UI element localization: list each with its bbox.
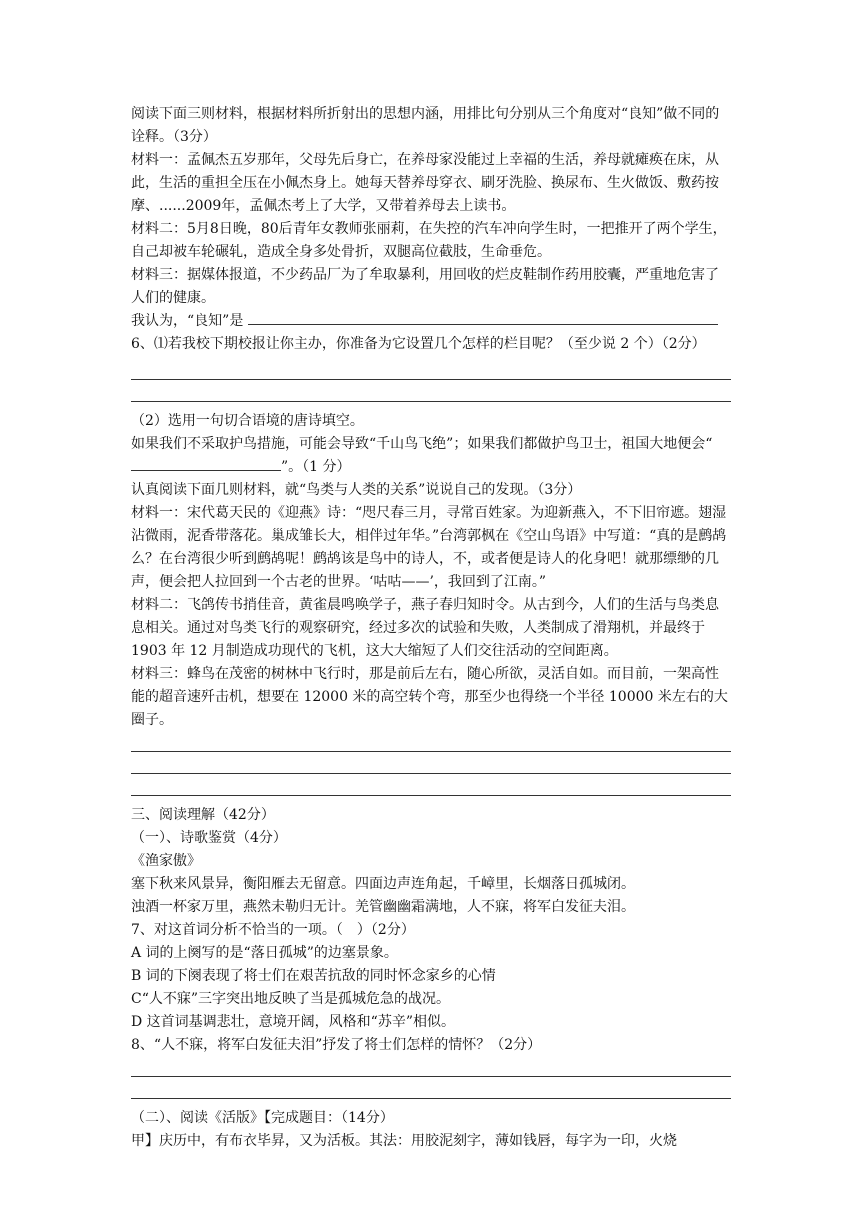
- q6-material-3: 材料三：蜂鸟在茂密的树林中飞行时，那是前后左右，随心所欲，灵活自如。而目前，一架高性能的超音速歼击机，想要在 12000 米的高空转个弯，那至少也得绕一个半径 10000 米左右的大圈子。: [131, 666, 728, 728]
- q6-material-2: 材料二：飞鸽传书捎佳音，黄雀晨鸣唤学子，燕子春归知时令。从古到今，人们的生活与鸟类息息相关。通过对鸟类飞行的观察研究，经过多次的试验和失败，人类制成了滑翔机，并最终于 1903 年 12 月制造成功现代的飞机，这大大缩短了人们交往活动的空间距离。: [131, 597, 719, 659]
- q5-answer-blank[interactable]: [248, 324, 718, 325]
- q6-part2-text: [131, 433, 731, 479]
- poem-line-2: 浊酒一杯家万里，燕然未勒归无计。羌管幽幽霜满地，人不寐，将军白发征夫泪。: [131, 899, 635, 915]
- poem-title: 《渔家傲》: [131, 853, 201, 869]
- q6-part3-intro: 认真阅读下面几则材料，就“鸟类与人类的关系”说说自己的发现。（3分）: [131, 482, 582, 498]
- section-3-title: 三、阅读理解（42分）: [131, 807, 275, 823]
- q6-part1: 6、⑴若我校下期校报让你主办，你准备为它设置几个怎样的栏目呢？（至少说 2 个）（2分）: [131, 336, 706, 352]
- q7-option-d: D 这首词基调悲壮，意境开阔，风格和“苏辛”相似。: [131, 1014, 455, 1030]
- section-3-sub1: （一）、诗歌鉴赏（4分）: [131, 830, 287, 846]
- q6-part2-blank[interactable]: [131, 470, 281, 471]
- passage-jia: 甲】庆历中，有布衣毕昇，又为活板。其法：用胶泥刻字，薄如钱唇，每字为一印，火烧: [131, 1133, 677, 1149]
- q5-answer-line: [131, 310, 731, 333]
- q6-part2-title: （2）选用一句切合语境的唐诗填空。: [131, 413, 364, 429]
- q6-material-1: 材料一：宋代葛天民的《迎燕》诗：“咫尺春三月，寻常百姓家。为迎新燕入，不下旧帘遮。翅湿沾微雨，泥香带落花。巢成雏长大，相伴过年华。”台湾郭枫在《空山鸟语》中写道：“真的是鹧鸪么？在台湾很少听到鹧鸪呢！鹧鸪该是鸟中的诗人，不，或者便是诗人的化身吧！就那缥缈的几声，便会把人拉回到一个古老的世界。‘咕咕——’，我回到了江南。”: [131, 505, 727, 590]
- exam-page: [131, 103, 731, 1153]
- q8-stem: 8、“人不寐，将军白发征夫泪”抒发了将士们怎样的情怀？（2分）: [131, 1037, 542, 1053]
- q5-material-3: 材料三：据媒体报道，不少药品厂为了牟取暴利，用回收的烂皮鞋制作药用胶囊，严重地危害了人们的健康。: [131, 267, 719, 306]
- section-3-sub2: （二）、阅读《活版》【完成题目：（14分）: [131, 1110, 394, 1126]
- q5-intro: 阅读下面三则材料，根据材料所折射出的思想内涵，用排比句分别从三个角度对“良知”做不同的诠释。（3分）: [131, 106, 720, 145]
- poem-line-1: 塞下秋来风景异，衡阳雁去无留意。四面边声连角起，千嶂里，长烟落日孤城闭。: [131, 876, 635, 892]
- q6-part2-text-a: 如果我们不采取护鸟措施，可能会导致“千山鸟飞绝”；如果我们都做护鸟卫士，祖国大地便会“: [131, 436, 713, 452]
- q7-option-b: B 词的下阕表现了将士们在艰苦抗敌的同时怀念家乡的心情: [131, 968, 496, 984]
- q7-stem: 7、对这首词分析不恰当的一项。（ ）（2分）: [131, 922, 415, 938]
- q7-option-c: C“人不寐”三字突出地反映了当是孤城危急的战况。: [131, 991, 451, 1007]
- q5-material-2: 材料二：5月8日晚，80后青年女教师张丽莉，在失控的汽车冲向学生时，一把推开了两个学生，自己却被车轮碾轧，造成全身多处骨折，双腿高位截肢，生命垂危。: [131, 221, 727, 260]
- q7-option-a: A 词的上阕写的是“落日孤城”的边塞景象。: [131, 945, 398, 961]
- q6-part2-text-b: ”。（1 分）: [281, 459, 351, 475]
- q5-answer-prefix: 我认为，“良知”是: [131, 313, 244, 329]
- q5-material-1: 材料一：孟佩杰五岁那年，父母先后身亡，在养母家没能过上幸福的生活，养母就瘫痪在床，从此，生活的重担全压在小佩杰身上。她每天替养母穿衣、刷牙洗脸、换尿布、生火做饭、敷药按摩、......2009年，孟佩杰考上了大学，又带着养母去上读书。: [131, 152, 719, 214]
